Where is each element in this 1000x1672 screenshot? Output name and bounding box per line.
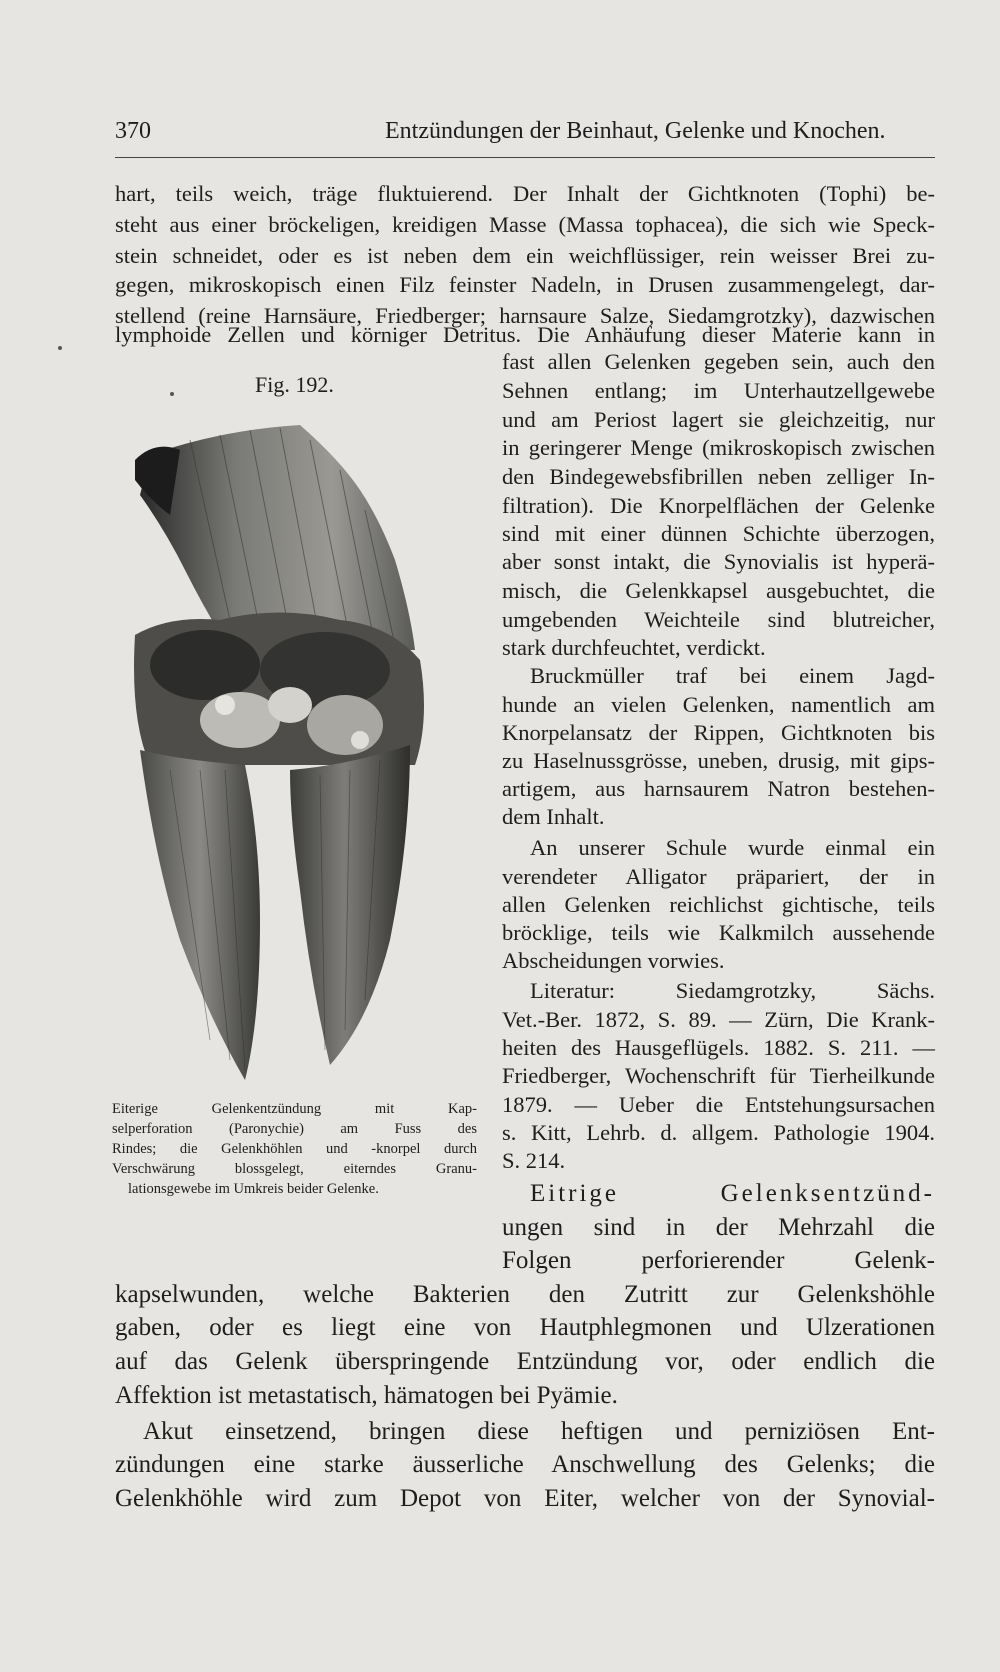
- body-line: s. Kitt, Lehrb. d. allgem. Pathologie 1904.: [502, 1120, 935, 1145]
- figure-caption-line: Rindes; die Gelenkhöhlen und -knorpel durch: [112, 1141, 477, 1157]
- body-line: bröcklige, teils wie Kalkmilch aussehende: [502, 920, 935, 945]
- body-line: sind mit einer dünnen Schichte überzogen,: [502, 521, 935, 546]
- header-rule: [115, 157, 935, 158]
- body-line: Folgen perforierender Gelenk-: [502, 1247, 935, 1274]
- body-line: Gelenkhöhle wird zum Depot von Eiter, welcher von der Synovial-: [115, 1485, 935, 1512]
- body-line: Friedberger, Wochenschrift für Tierheilkunde: [502, 1063, 935, 1088]
- body-line: aber sonst intakt, die Synovialis ist hyperä-: [502, 549, 935, 574]
- body-line: hunde an vielen Gelenken, namentlich am: [502, 692, 935, 717]
- body-line: dem Inhalt.: [502, 804, 605, 829]
- body-line: heiten des Hausgeflügels. 1882. S. 211. —: [502, 1035, 935, 1060]
- body-line: ungen sind in der Mehrzahl die: [502, 1214, 935, 1241]
- body-line: zündungen eine starke äusserliche Anschwellung des Gelenks; die: [115, 1451, 935, 1478]
- body-line: stein schneidet, oder es ist neben dem ein weichflüssiger, rein weisser Brei zu-: [115, 243, 935, 268]
- body-line: fast allen Gelenken gegeben sein, auch den: [502, 349, 935, 374]
- body-line: steht aus einer bröckeligen, kreidigen Masse (Massa tophacea), die sich wie Speck-: [115, 212, 935, 237]
- body-line: Literatur: Siedamgrotzky, Sächs.: [530, 978, 935, 1003]
- body-line: Affektion ist metastatisch, hämatogen bei Pyämie.: [115, 1382, 618, 1409]
- body-line: 1879. — Ueber die Entstehungsursachen: [502, 1092, 935, 1117]
- body-line: Eitrige Gelenksentzünd-: [530, 1180, 935, 1207]
- body-line: An unserer Schule wurde einmal ein: [530, 835, 935, 860]
- body-line: verendeter Alligator präpariert, der in: [502, 864, 935, 889]
- body-line: kapselwunden, welche Bakterien den Zutritt zur Gelenkshöhle: [115, 1281, 935, 1308]
- body-line: gegen, mikroskopisch einen Filz feinster Nadeln, in Drusen zusammengelegt, dar-: [115, 272, 935, 297]
- figure-caption-line: Verschwärung blossgelegt, eiterndes Granu-: [112, 1161, 477, 1177]
- body-line: lymphoide Zellen und körniger Detritus. Die Anhäufung dieser Materie kann in: [115, 322, 935, 347]
- body-line: Bruckmüller traf bei einem Jagd-: [530, 663, 935, 688]
- body-line: Vet.-Ber. 1872, S. 89. — Zürn, Die Krank-: [502, 1007, 935, 1032]
- print-speck: [170, 392, 174, 396]
- figure-caption-line: lationsgewebe im Umkreis beider Gelenke.: [128, 1181, 379, 1197]
- hoof-illustration: [110, 420, 460, 1140]
- figure-caption-line: Eiterige Gelenkentzündung mit Kap-: [112, 1101, 477, 1117]
- body-line: umgebenden Weichteile sind blutreicher,: [502, 607, 935, 632]
- body-line: auf das Gelenk überspringende Entzündung vor, oder endlich die: [115, 1348, 935, 1375]
- body-line: S. 214.: [502, 1148, 566, 1173]
- figure-caption-line: selperforation (Paronychie) am Fuss des: [112, 1121, 477, 1137]
- body-line: Sehnen entlang; im Unterhautzellgewebe: [502, 378, 935, 403]
- body-line: den Bindegewebsfibrillen neben zelliger In-: [502, 464, 935, 489]
- body-line: Abscheidungen vorwies.: [502, 948, 725, 973]
- print-speck: [58, 346, 62, 350]
- body-line: zu Haselnussgrösse, uneben, drusig, mit gips-: [502, 748, 935, 773]
- running-head: Entzündungen der Beinhaut, Gelenke und Knochen.: [385, 118, 886, 144]
- body-line: gaben, oder es liegt eine von Hautphlegmonen und Ulzerationen: [115, 1314, 935, 1341]
- body-line: in geringerer Menge (mikroskopisch zwischen: [502, 435, 935, 460]
- body-line: stark durchfeuchtet, verdickt.: [502, 635, 766, 660]
- body-line: Akut einsetzend, bringen diese heftigen und perniziösen Ent-: [143, 1418, 935, 1445]
- body-line: filtration). Die Knorpelflächen der Gelenke: [502, 493, 935, 518]
- body-line: stellend (reine Harnsäure, Friedberger; harnsaure Salze, Siedamgrotzky), dazwischen: [115, 303, 935, 328]
- body-line: hart, teils weich, träge fluktuierend. Der Inhalt der Gichtknoten (Tophi) be-: [115, 181, 935, 206]
- figure-label: Fig. 192.: [255, 372, 334, 397]
- page-header: [115, 118, 935, 154]
- body-line: artigem, aus harnsaurem Natron bestehen-: [502, 776, 935, 801]
- body-line: misch, die Gelenkkapsel ausgebuchtet, die: [502, 578, 935, 603]
- body-line: allen Gelenken reichlichst gichtische, teils: [502, 892, 935, 917]
- body-line: Knorpelansatz der Rippen, Gichtknoten bis: [502, 720, 935, 745]
- body-line: und am Periost lagert sie gleichzeitig, nur: [502, 407, 935, 432]
- page-number: 370: [115, 118, 151, 144]
